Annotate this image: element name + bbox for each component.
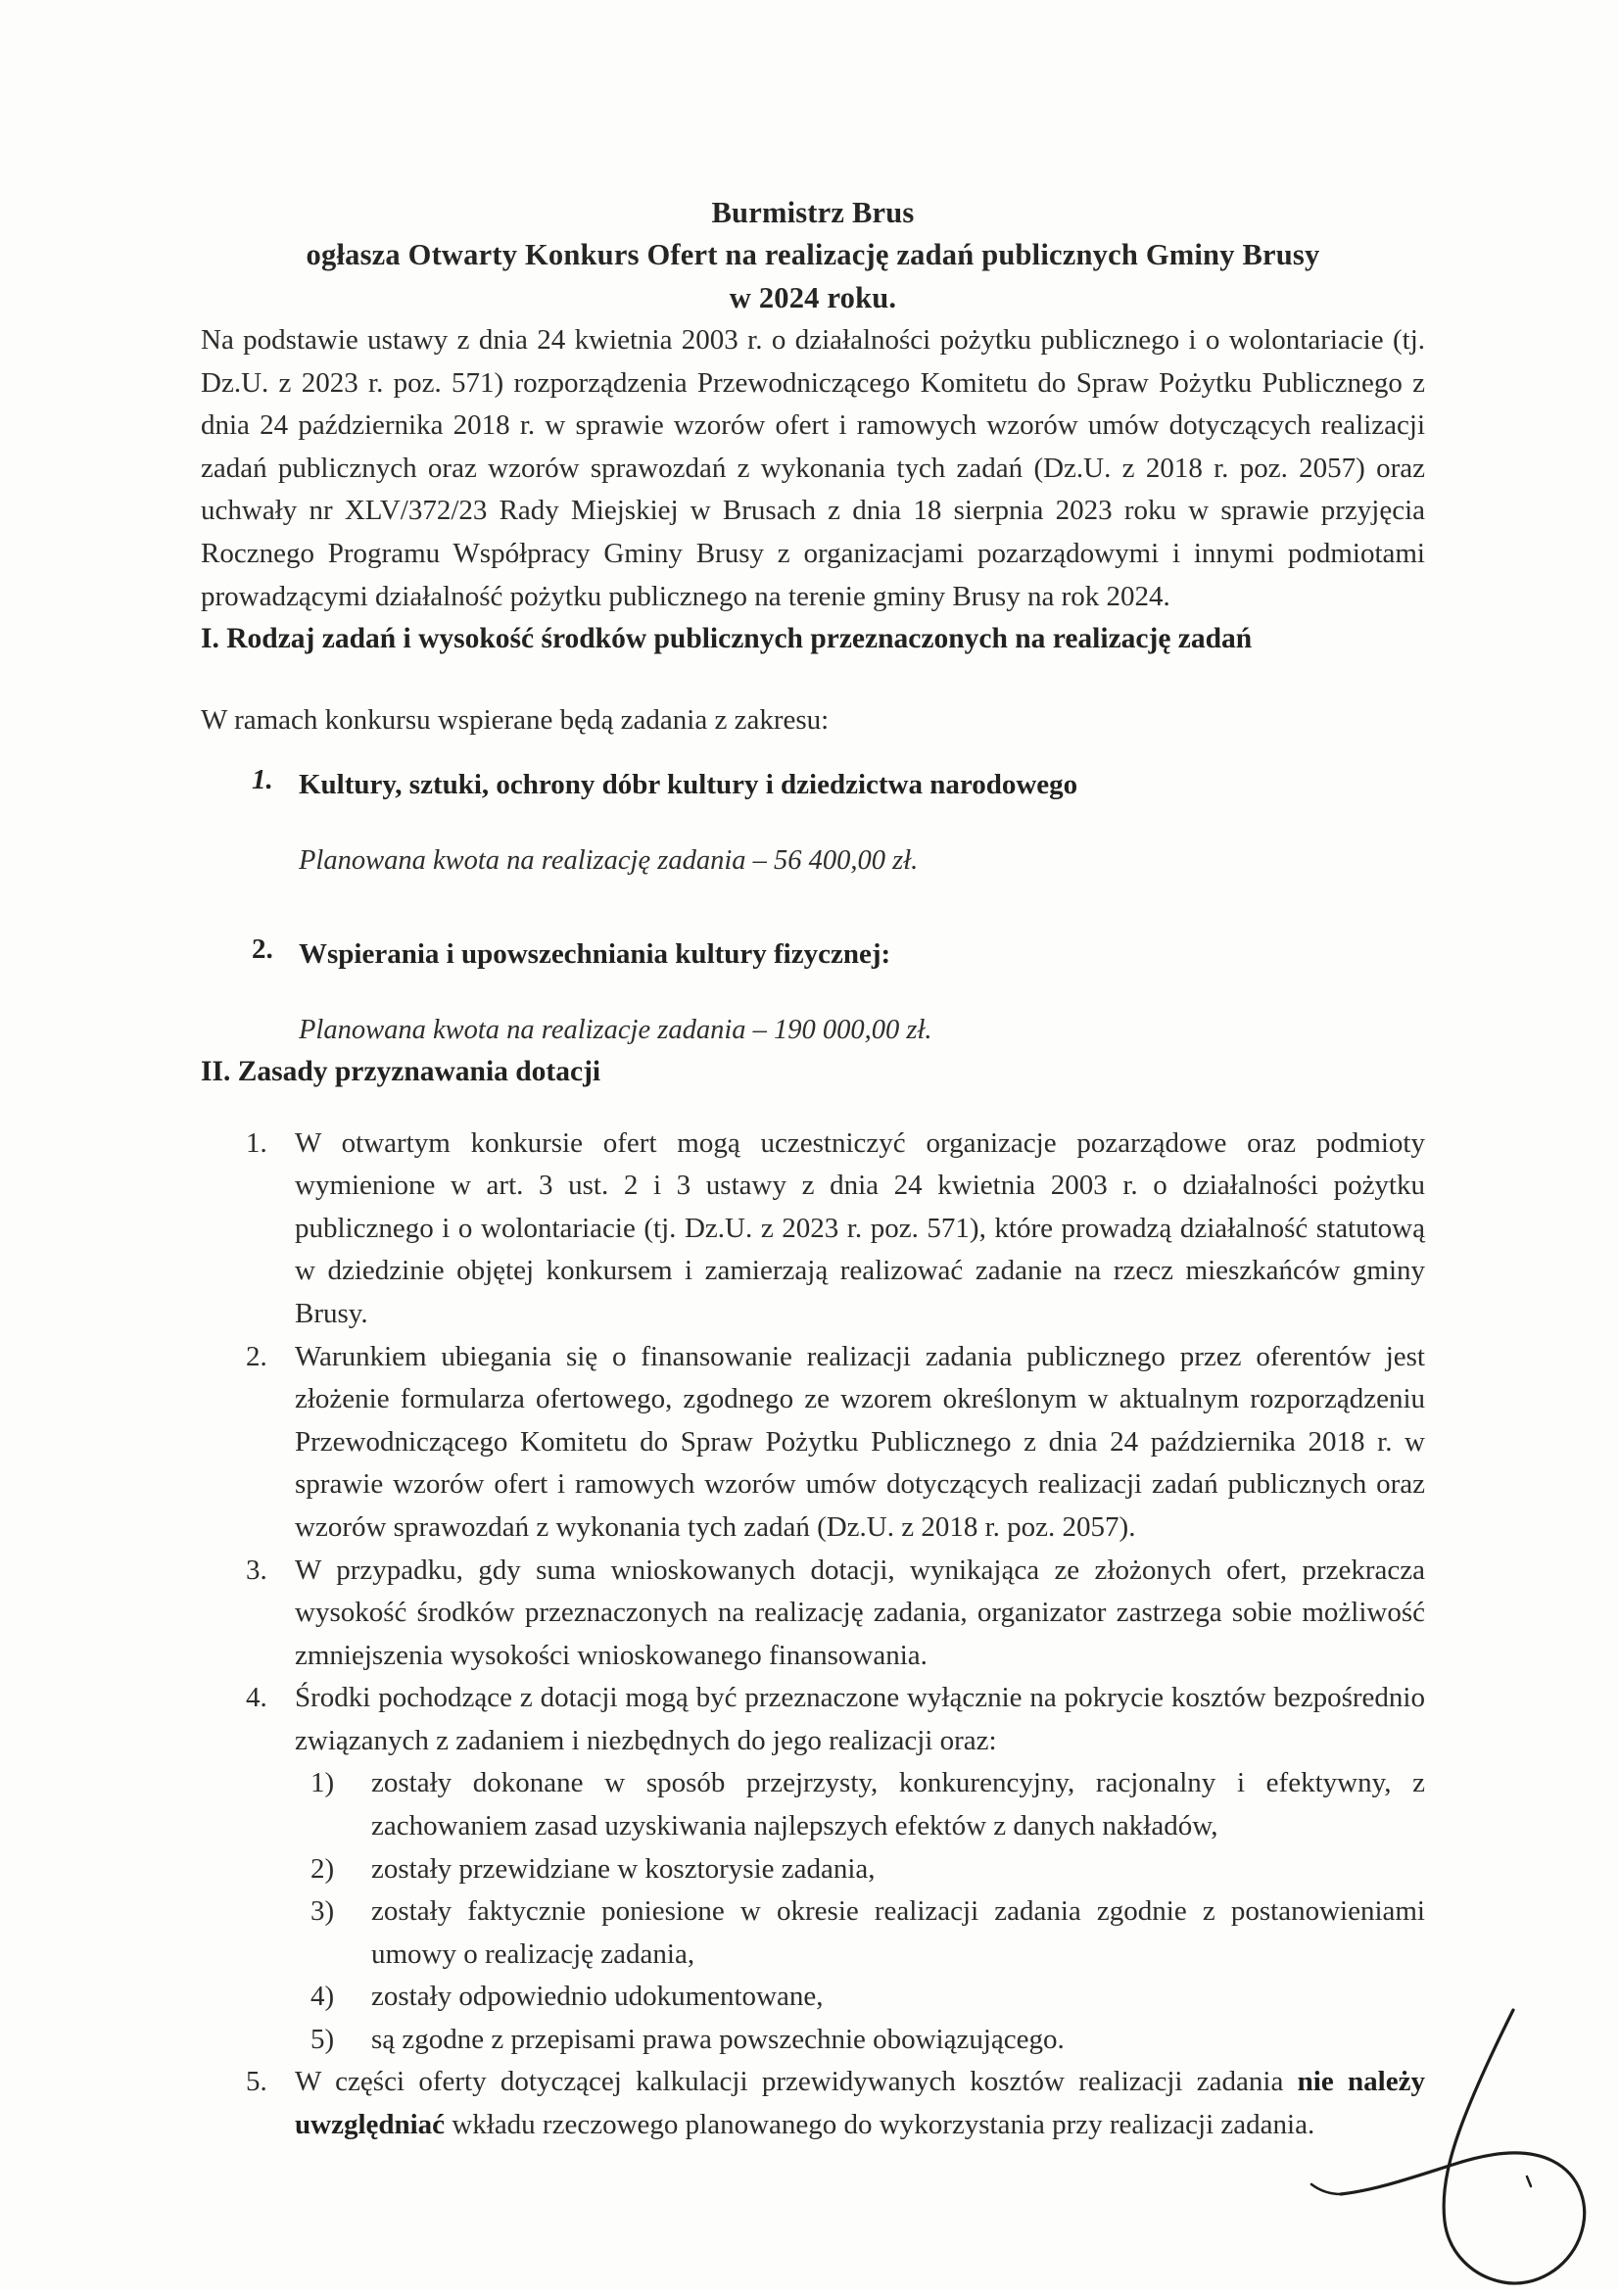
document-title (201, 192, 1425, 319)
list-item (201, 1123, 1425, 1336)
sublist-item (295, 1890, 1425, 1976)
task-marker-1: 1. (252, 763, 273, 795)
list-item-number: 5. (246, 2066, 267, 2098)
intro-paragraph: Na podstawie ustawy z dnia 24 kwietnia 2003 r. o działalności pożytku publicznego i o wolontariacie (tj. Dz.U. z 2023 r. poz. 571) rozporządzenia Przewodniczącego Komitetu do Spraw Pożytku Publicznego z dnia 24 października 2018 r. w sprawie wzorów ofert i ramowych wzorów umów dotyczących realizacji zadań publicznych oraz wzorów sprawozdań z wykonania tych zadań (Dz.U. z 2018 r. poz. 2057) oraz uchwały nr XLV/372/23 Rady Miejskiej w Brusach z dnia 18 sierpnia 2023 roku w sprawie przyjęcia Rocznego Programu Współpracy Gminy Brusy z organizacjami pozarządowymi i innymi podmiotami prowadzącymi działalność pożytku publicznego na terenie gminy Brusy na rok 2024. (201, 323, 1425, 612)
list-item-text: W otwartym konkursie ofert mogą uczestniczyć organizacje pozarządowe oraz podmioty wymienione w art. 3 ust. 2 i 3 ustawy z dnia 24 kwietnia 2003 r. o działalności pożytku publicznego i o wolontariacie (tj. Dz.U. z 2023 r. poz. 571), które prowadzą działalność statutową w dziedzinie objętej konkursem i zamierzają realizować zadanie na rzecz mieszkańców gminy Brusy. (295, 1126, 1425, 1330)
sublist-item (295, 1762, 1425, 1847)
task-item-2 (201, 933, 1425, 975)
document-content (201, 0, 1425, 2147)
task-amount-2: Planowana kwota na realizacje zadania – 190 000,00 zł. (299, 1015, 932, 1046)
task-item-1 (201, 764, 1425, 805)
sublist-item-number: 5) (310, 2023, 335, 2055)
sublist-item-text: zostały faktycznie poniesione w okresie realizacji zadania zgodnie z postanowieniami umowy o realizację zadania, (371, 1895, 1425, 1970)
list-item (201, 1550, 1425, 1678)
list-item-text-after: wkładu rzeczowego planowanego do wykorzystania przy realizacji zadania. (445, 2109, 1315, 2141)
list-item (201, 1677, 1425, 2061)
task-marker-2: 2. (252, 933, 273, 966)
sublist-item (295, 2019, 1425, 2062)
list-item (201, 1336, 1425, 1550)
sublist-item-text: są zgodne z przepisami prawa powszechnie obowiązującego. (371, 2023, 1065, 2055)
section-two-sublist (295, 1762, 1425, 2061)
list-item-text-before: W części oferty dotyczącej kalkulacji przewidywanych kosztów realizacji zadania (295, 2066, 1298, 2098)
list-item (201, 2061, 1425, 2146)
sublist-item-number: 1) (310, 1767, 335, 1799)
list-item-number: 2. (246, 1340, 267, 1372)
section-two-list (201, 1123, 1425, 2147)
sublist-item-number: 2) (310, 1852, 335, 1885)
list-item-number: 4. (246, 1682, 267, 1714)
title-line-2: ogłasza Otwarty Konkurs Ofert na realizację zadań publicznych Gminy Brusy (306, 238, 1320, 272)
sublist-item (295, 1848, 1425, 1891)
section-one-lead: W ramach konkursu wspierane będą zadania z zakresu: (201, 704, 830, 737)
task-title-2: Wspierania i upowszechniania kultury fizycznej: (299, 938, 891, 971)
section-two-heading: II. Zasady przyznawania dotacji (201, 1055, 601, 1087)
sublist-item-number: 4) (310, 1981, 335, 2013)
list-item-number: 1. (246, 1126, 267, 1159)
list-item-text: Warunkiem ubiegania się o finansowanie realizacji zadania publicznego przez oferentów jest złożenie formularza ofertowego, zgodnego ze wzorem określonym w aktualnym rozporządzeniu Przewodniczącego Komitetu do Spraw Pożytku Publicznego z dnia 24 października 2018 r. w sprawie wzorów ofert i ramowych wzorów umów dotyczących realizacji zadań publicznych oraz wzorów sprawozdań z wykonania tych zadań (Dz.U. z 2018 r. poz. 2057). (295, 1340, 1425, 1543)
sublist-item-text: zostały dokonane w sposób przejrzysty, konkurencyjny, racjonalny i efektywny, z zachowaniem zasad uzyskiwania najlepszych efektów z danych nakładów, (371, 1767, 1425, 1842)
list-item-text-bold: nie należy uwzględniać (295, 2066, 1425, 2141)
list-item-number: 3. (246, 1554, 267, 1586)
sublist-item-text: zostały przewidziane w kosztorysie zadania, (371, 1852, 876, 1885)
list-item-text: Środki pochodzące z dotacji mogą być przeznaczone wyłącznie na pokrycie kosztów bezpośrednio związanych z zadaniem i niezbędnych do jego realizacji oraz: (295, 1682, 1425, 1756)
task-title-1: Kultury, sztuki, ochrony dóbr kultury i dziedzictwa narodowego (299, 768, 1078, 800)
sublist-item-text: zostały odpowiednio udokumentowane, (371, 1981, 824, 2013)
title-line-3: w 2024 roku. (729, 280, 897, 314)
list-item-text: W przypadku, gdy suma wnioskowanych dotacji, wynikająca ze złożonych ofert, przekracza wysokość środków przeznaczonych na realizację zadania, organizator zastrzega sobie możliwość zmniejszenia wysokości wnioskowanego finansowania. (295, 1554, 1425, 1671)
task-amount-1: Planowana kwota na realizację zadania – 56 400,00 zł. (299, 844, 919, 876)
section-one-heading: I. Rodzaj zadań i wysokość środków publicznych przeznaczonych na realizację zadań (201, 623, 1253, 655)
title-line-1: Burmistrz Brus (711, 196, 915, 229)
sublist-item (295, 1976, 1425, 2019)
sublist-item-number: 3) (310, 1895, 335, 1928)
